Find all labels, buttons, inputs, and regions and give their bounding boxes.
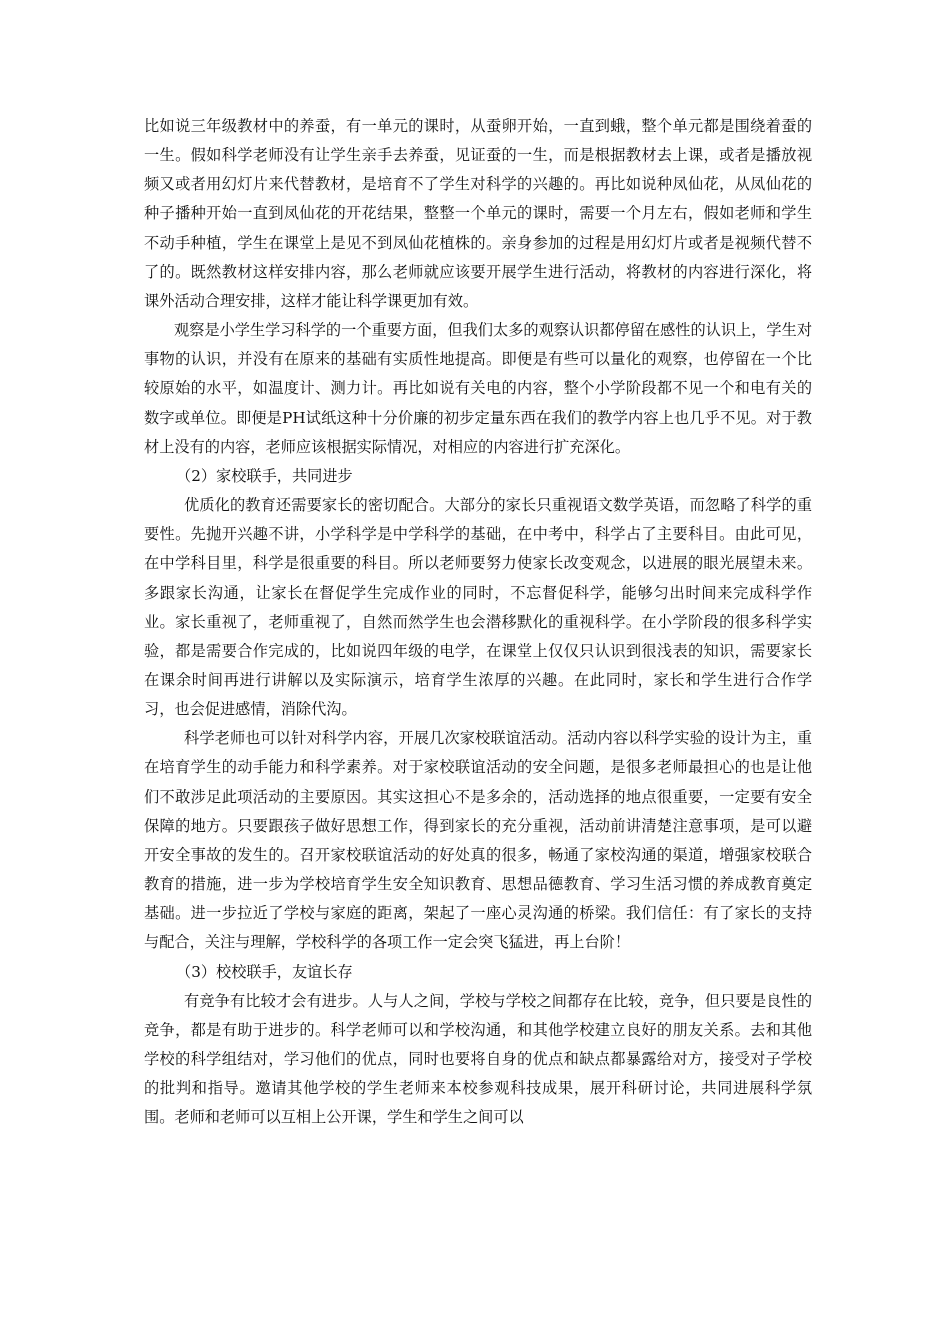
- paragraph-home-school-activities: 科学老师也可以针对科学内容，开展几次家校联谊活动。活动内容以科学实验的设计为主，重在培育学生的动手能力和科学素养。对于家校联谊活动的安全问题，是很多老师最担心的也是让他们不敢涉足此项活动的主要原因。其实这担心不是多余的，活动选择的地点很重要，一定要有安全保障的地方。只要跟孩子做好思想工作，得到家长的充分重视，活动前讲清楚注意事项，是可以避开安全事故的发生的。召开家校联谊活动的好处真的很多，畅通了家校沟通的渠道，增强家校联合教育的措施，进一步为学校培育学生安全知识教育、思想品德教育、学习生活习惯的养成教育奠定基础。进一步拉近了学校与家庭的距离，架起了一座心灵沟通的桥梁。我们信任：有了家长的支持与配合，关注与理解，学校科学的各项工作一定会突飞猛进，再上台阶！: [144, 729, 812, 952]
- section-heading-home-school: （2）家校联手，共同进步: [176, 466, 353, 485]
- paragraph-parent-cooperation: 优质化的教育还需要家长的密切配合。大部分的家长只重视语文数学英语，而忽略了科学的重要性。先抛开兴趣不讲，小学科学是中学科学的基础，在中考中，科学占了主要科目。由此可见，在中学科目里，科学是很重要的科目。所以老师要努力使家长改变观念，以进展的眼光展望未来。多跟家长沟通，让家长在督促学生完成作业的同时，不忘督促科学，能够匀出时间来完成科学作业。家长重视了，老师重视了，自然而然学生也会潜移默化的重视科学。在小学阶段的很多科学实验，都是需要合作完成的，比如说四年级的电学，在课堂上仅仅只认识到很浅表的知识，需要家长在课余时间再进行讲解以及实际演示，培育学生浓厚的兴趣。在此同时，家长和学生进行合作学习，也会促进感情，消除代沟。: [144, 496, 812, 719]
- section-heading-school-school: （3）校校联手，友谊长存: [176, 962, 353, 981]
- paragraph-observation: 观察是小学生学习科学的一个重要方面，但我们太多的观察认识都停留在感性的认识上，学生对事物的认识，并没有在原来的基础有实质性地提高。即便是有些可以量化的观察，也停留在一个比较原始的水平，如温度计、测力计。再比如说有关电的内容，整个小学阶段都不见一个和电有关的数字或单位。即便是PH试纸这种十分价廉的初步定量东西在我们的教学内容上也几乎不见。对于教材上没有的内容，老师应该根据实际情况，对相应的内容进行扩充深化。: [144, 321, 812, 456]
- paragraph-school-competition: 有竞争有比较才会有进步。人与人之间，学校与学校之间都存在比较，竞争，但只要是良性的竞争，都是有助于进步的。科学老师可以和学校沟通，和其他学校建立良好的朋友关系。去和其他学校的科学组结对，学习他们的优点，同时也要将自身的优点和缺点都暴露给对方，接受对子学校的批判和指导。邀请其他学校的学生老师来本校参观科技成果，展开科研讨论，共同进展科学氛围。老师和老师可以互相上公开课，学生和学生之间可以: [144, 991, 812, 1127]
- document-page: [144, 112, 812, 1132]
- paragraph-silkworm-and-impatiens: 比如说三年级教材中的养蚕，有一单元的课时，从蚕卵开始，一直到蛾，整个单元都是围绕着蚕的一生。假如科学老师没有让学生亲手去养蚕，见证蚕的一生，而是根据教材去上课，或者是播放视频又或者用幻灯片来代替教材，是培育不了学生对科学的兴趣的。再比如说种凤仙花，从凤仙花的种子播种开始一直到凤仙花的开花结果，整整一个单元的课时，需要一个月左右，假如老师和学生不动手种植，学生在课堂上是见不到凤仙花植株的。亲身参加的过程是用幻灯片或者是视频代替不了的。既然教材这样安排内容，那么老师就应该要开展学生进行活动，将教材的内容进行深化，将课外活动合理安排，这样才能让科学课更加有效。: [144, 117, 812, 310]
